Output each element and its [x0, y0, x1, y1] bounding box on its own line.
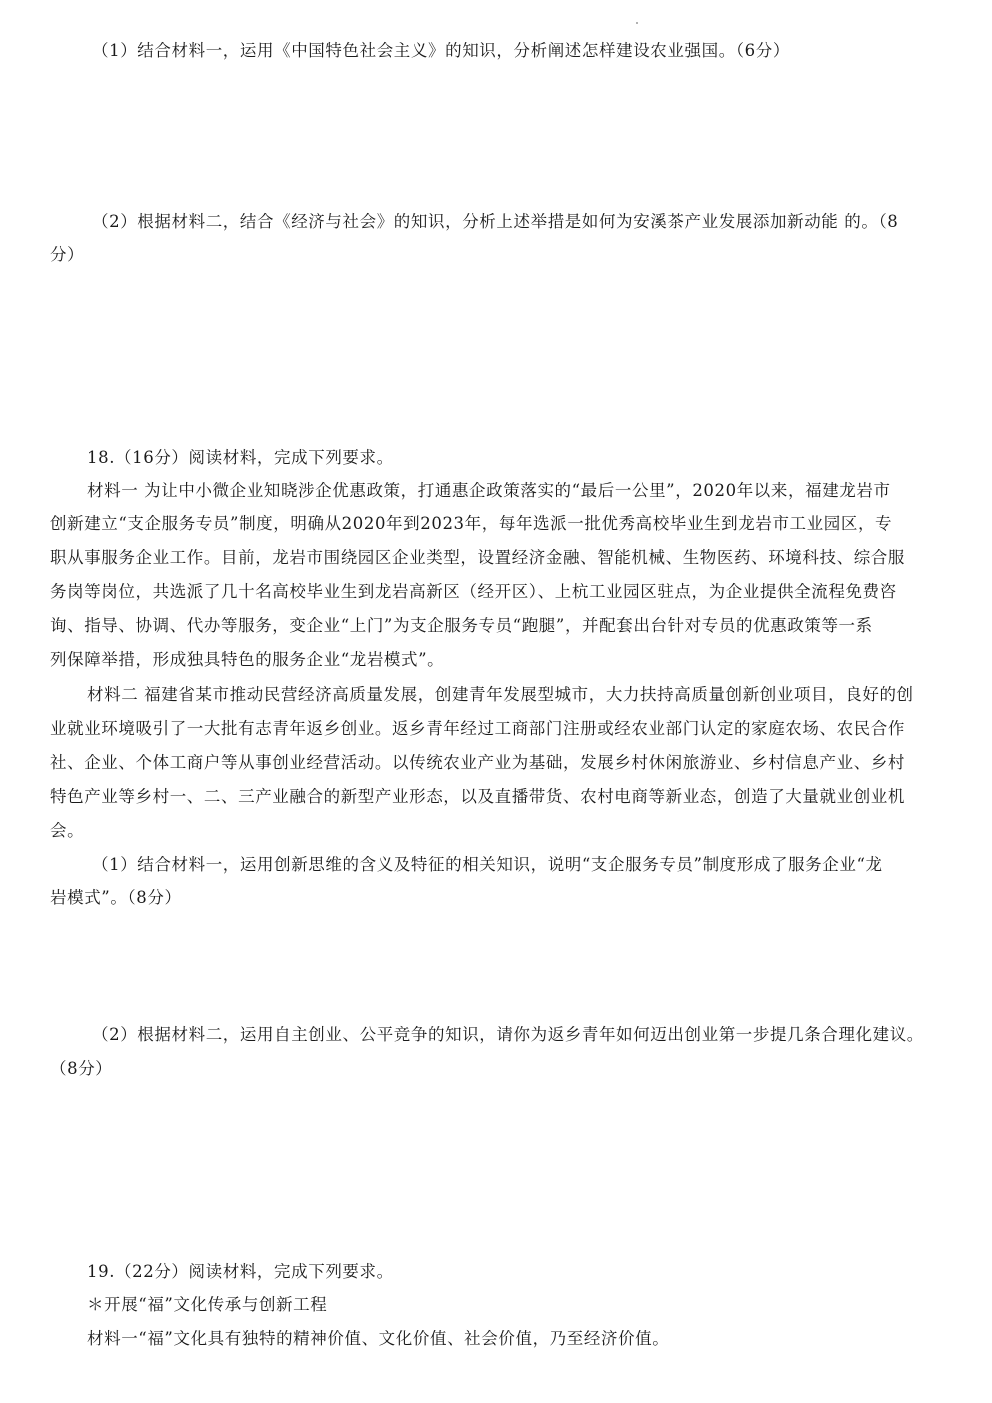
q18-material2-line: 材料二 福建省某市推动民营经济高质量发展，创建青年发展型城市，大力扶持高质量创新创业项目，良好的创 [87, 685, 914, 704]
q18-material1-line: 材料一 为让中小微企业知晓涉企优惠政策，打通惠企政策落实的“最后一公里”，2020年以来，福建龙岩市 [87, 481, 891, 500]
q18-sub2-line2: （8分） [50, 1059, 113, 1078]
q18-material2-line: 业就业环境吸引了一大批有志青年返乡创业。返乡青年经过工商部门注册或经农业部门认定的家庭农场、农民合作 [50, 719, 905, 738]
q18-material2-line: 特色产业等乡村一、二、三产业融合的新型产业形态，以及直播带货、农村电商等新业态，创造了大量就业创业机 [50, 787, 905, 806]
scan-speck [636, 22, 638, 24]
q19-header: 19.（22分）阅读材料，完成下列要求。 [87, 1262, 394, 1281]
q18-sub1-line1: （1）结合材料一，运用创新思维的含义及特征的相关知识，说明“支企服务专员”制度形成了服务企业“龙 [92, 855, 883, 874]
q19-material1: 材料一“福”文化具有独特的精神价值、文化价值、社会价值，乃至经济价值。 [87, 1329, 670, 1348]
q18-material2-line: 会。 [50, 821, 85, 840]
q18-material2-line: 社、企业、个体工商户等从事创业经营活动。以传统农业产业为基础，发展乡村休闲旅游业、乡村信息产业、乡村 [50, 753, 905, 772]
q17-sub1: （1）结合材料一，运用《中国特色社会主义》的知识，分析阐述怎样建设农业强国。（6分） [92, 41, 790, 60]
q18-material1-line: 询、指导、协调、代办等服务，变企业“上门”为支企服务专员“跑腿”，并配套出台针对专员的优惠政策等一系 [50, 616, 873, 635]
q17-sub2-line1: （2）根据材料二，结合《经济与社会》的知识，分析上述举措是如何为安溪茶产业发展添加新动能 的。（8 [92, 212, 899, 231]
q17-sub2-line2: 分） [50, 245, 85, 264]
q19-topic: ＊开展“福”文化传承与创新工程 [87, 1295, 328, 1314]
q18-material1-line: 创新建立“支企服务专员”制度，明确从2020年到2023年，每年选派一批优秀高校毕业生到龙岩市工业园区，专 [50, 514, 893, 533]
q18-sub2-line1: （2）根据材料二，运用自主创业、公平竞争的知识，请你为返乡青年如何迈出创业第一步提几条合理化建议。 [92, 1025, 924, 1044]
q18-header: 18.（16分）阅读材料，完成下列要求。 [87, 448, 394, 467]
q18-material1-line: 职从事服务企业工作。目前，龙岩市围绕园区企业类型，设置经济金融、智能机械、生物医药、环境科技、综合服 [50, 548, 905, 567]
q18-material1-line: 列保障举措，形成独具特色的服务企业“龙岩模式”。 [50, 650, 445, 669]
q18-material1-line: 务岗等岗位，共选派了几十名高校毕业生到龙岩高新区（经开区）、上杭工业园区驻点，为企业提供全流程免费咨 [50, 582, 897, 601]
q18-sub1-line2: 岩模式”。（8分） [50, 888, 182, 907]
